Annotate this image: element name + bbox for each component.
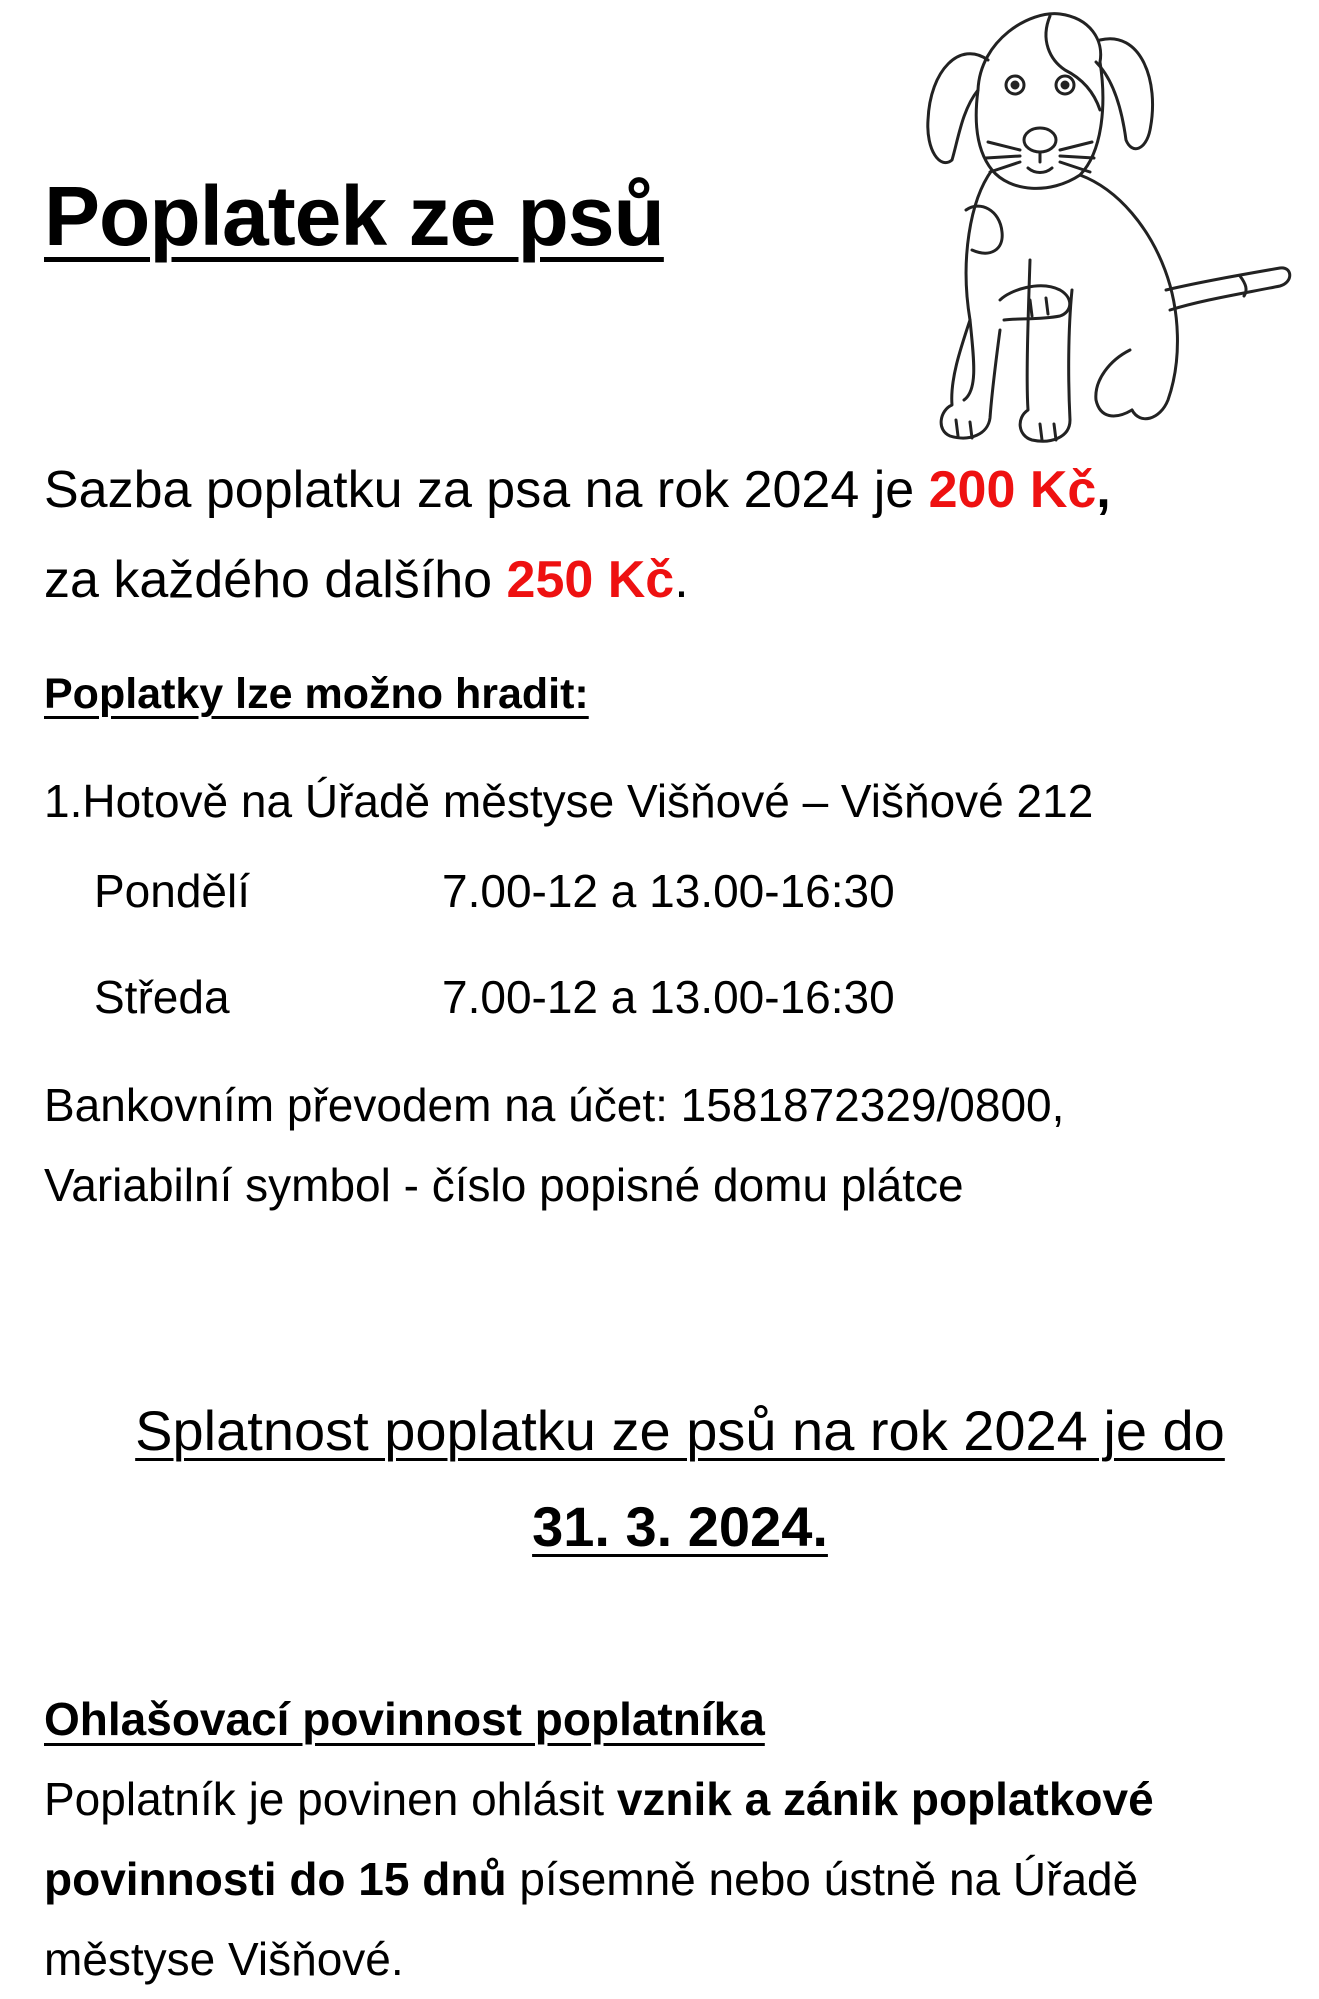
notice-line-1 xyxy=(44,1772,1154,1826)
notice-text: písemně nebo ústně na Úřadě xyxy=(506,1853,1139,1905)
rate-amount-additional: 250 Kč xyxy=(506,551,675,609)
due-date: 31. 3. 2024. xyxy=(532,1495,828,1558)
due-statement: Splatnost poplatku ze psů na rok 2024 je do xyxy=(135,1399,1225,1462)
hours-day: Pondělí xyxy=(94,865,251,917)
rate-line-1 xyxy=(44,460,1111,520)
hours-time: 7.00-12 a 13.00-16:30 xyxy=(442,971,895,1023)
hours-time: 7.00-12 a 13.00-16:30 xyxy=(442,865,895,917)
rate-line-2 xyxy=(44,550,689,610)
notice-text: Poplatník je povinen ohlásit xyxy=(44,1773,617,1825)
list-number: 1. xyxy=(44,775,83,827)
rate-text-2: za každého dalšího xyxy=(44,551,507,609)
notice-bold: povinnosti do 15 dnů xyxy=(44,1853,507,1905)
rate-period: . xyxy=(674,551,689,609)
puppy-illustration-icon xyxy=(900,0,1300,450)
notice-line-2 xyxy=(44,1852,1138,1906)
payment-item-cash xyxy=(44,774,1093,828)
list-item-text: Hotově na Úřadě městyse Višňové – Višňové 212 xyxy=(82,775,1094,827)
rate-text: Sazba poplatku za psa na rok 2024 je xyxy=(44,461,929,519)
payment-heading: Poplatky lze možno hradit: xyxy=(44,670,589,718)
rate-comma: , xyxy=(1096,461,1111,519)
hours-day: Středa xyxy=(94,971,230,1023)
notice-bold: vznik a zánik poplatkové xyxy=(616,1773,1154,1825)
page-title: Poplatek ze psů xyxy=(44,169,664,263)
bank-transfer-line: Bankovním převodem na účet: 1581872329/0800, xyxy=(44,1079,1065,1131)
notice-line-3: městyse Višňové. xyxy=(44,1933,404,1985)
variable-symbol-line: Variabilní symbol - číslo popisné domu plátce xyxy=(44,1159,964,1211)
notice-heading: Ohlašovací povinnost poplatníka xyxy=(44,1693,765,1745)
rate-amount-first: 200 Kč xyxy=(928,461,1097,519)
